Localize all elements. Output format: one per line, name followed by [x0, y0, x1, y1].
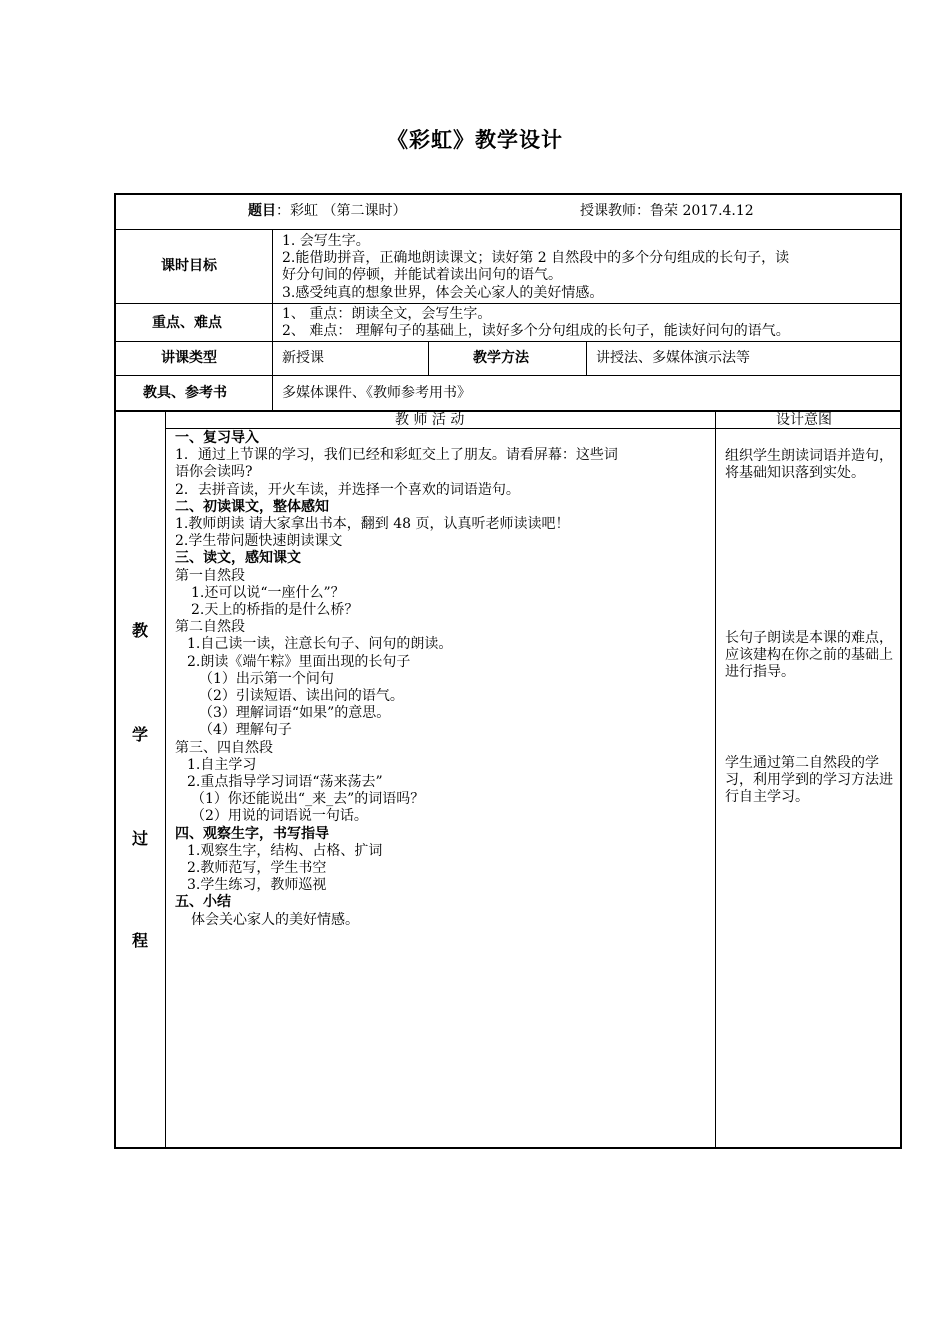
goal-item: 2.能借助拼音，正确地朗读课文；读好第 2 自然段中的多个分句组成的长句子，读 [282, 250, 790, 266]
goal-item: 3.感受纯真的想象世界，体会关心家人的美好情感。 [282, 285, 604, 301]
topic-label: 题目 [248, 203, 276, 219]
goal-item: 1. 会写生字。 [282, 233, 370, 249]
activity-section-heading: 一、复习导入 [175, 430, 259, 446]
key-points-label: 重点、难点 [152, 315, 222, 331]
intent-header: 设计意图 [776, 412, 832, 428]
activity-line: 1.自己读一读，注意长句子、问句的朗读。 [187, 636, 453, 653]
activity-line: 1.教师朗读 请大家拿出书本，翻到 48 页，认真听老师读读吧！ [175, 516, 570, 533]
intent-note: 长句子朗读是本课的难点，应该建构在你之前的基础上进行指导。 [725, 630, 893, 680]
activity-line: （3）理解词语“如果”的意思。 [199, 705, 391, 722]
intent-note: 学生通过第二自然段的学习，利用学到的学习方法进行自主学习。 [725, 755, 893, 805]
materials-label: 教具、参考书 [143, 385, 227, 401]
activity-line: （2）用说的词语说一句话。 [191, 808, 368, 825]
activity-line: 第一自然段 [175, 567, 245, 584]
lesson-type-label: 讲课类型 [161, 350, 217, 366]
page-title: 《彩虹》教学设计 [387, 127, 563, 152]
activity-section-heading: 二、初读课文，整体感知 [175, 498, 329, 515]
activity-header: 教 师 活 动 [395, 412, 465, 428]
activity-section-heading: 四、观察生字，书写指导 [175, 825, 329, 842]
activity-line: 1．通过上节课的学习，我们已经和彩虹交上了朋友。请看屏幕：这些词 [175, 447, 618, 464]
activity-list [175, 430, 710, 929]
activity-line: 第三、四自然段 [175, 739, 273, 756]
teacher-info: 授课教师：鲁荣 2017.4.12 [580, 203, 754, 219]
lesson-type-value: 新授课 [282, 350, 324, 366]
key-point-item: 2、 难点： 理解句子的基础上，读好多个分句组成的长句子，能读好问句的语气。 [282, 323, 790, 339]
activity-line: 2.教师范写，学生书空 [187, 860, 327, 877]
activity-line: 1.观察生字，结构、占格、扩词 [187, 842, 383, 859]
goals-label: 课时目标 [161, 258, 217, 274]
materials-value: 多媒体课件、《教师参考用书》 [282, 385, 471, 401]
activity-line: 3.学生练习，教师巡视 [187, 877, 327, 894]
method-label: 教学方法 [473, 350, 529, 366]
activity-line: （1）出示第一个问句 [199, 670, 334, 687]
activity-section-heading: 三、读文，感知课文 [175, 550, 301, 567]
method-value: 讲授法、多媒体演示法等 [596, 350, 750, 366]
topic-value: ：彩虹 （第二课时） [276, 203, 407, 219]
activity-line: 2.重点指导学习词语“荡来荡去” [187, 774, 383, 791]
activity-line: 1.自主学习 [187, 756, 257, 773]
activity-line: 语你会读吗? [175, 464, 253, 481]
goal-item: 好分句间的停顿，并能试着读出问句的语气。 [282, 267, 562, 283]
activity-line: 2.学生带问题快速朗读课文 [175, 533, 343, 550]
intent-note: 组织学生朗读词语并造句，将基础知识落到实处。 [725, 448, 893, 481]
activity-line: （1）你还能说出“_来_去”的词语吗？ [191, 791, 425, 808]
process-label-char: 程 [132, 931, 149, 950]
activity-line: 第二自然段 [175, 619, 245, 636]
process-label-char: 学 [132, 725, 149, 744]
process-label-char: 教 [132, 621, 149, 640]
activity-line: （2）引读短语、读出问的语气。 [199, 688, 404, 705]
activity-line: 1.还可以说“一座什么”？ [191, 584, 345, 601]
activity-line: 2．去拼音读，开火车读，并选择一个喜欢的词语造句。 [175, 481, 520, 498]
key-point-item: 1、 重点：朗读全文，会写生字。 [282, 306, 492, 322]
process-label-char: 过 [132, 829, 149, 848]
activity-line: （4）理解句子 [199, 722, 292, 739]
activity-line: 2.天上的桥指的是什么桥？ [191, 602, 359, 619]
topic-row [248, 203, 406, 220]
activity-section-heading: 五、小结 [175, 894, 231, 911]
activity-line: 2.朗读《端午粽》里面出现的长句子 [187, 653, 411, 670]
activity-line: 体会关心家人的美好情感。 [191, 911, 359, 928]
